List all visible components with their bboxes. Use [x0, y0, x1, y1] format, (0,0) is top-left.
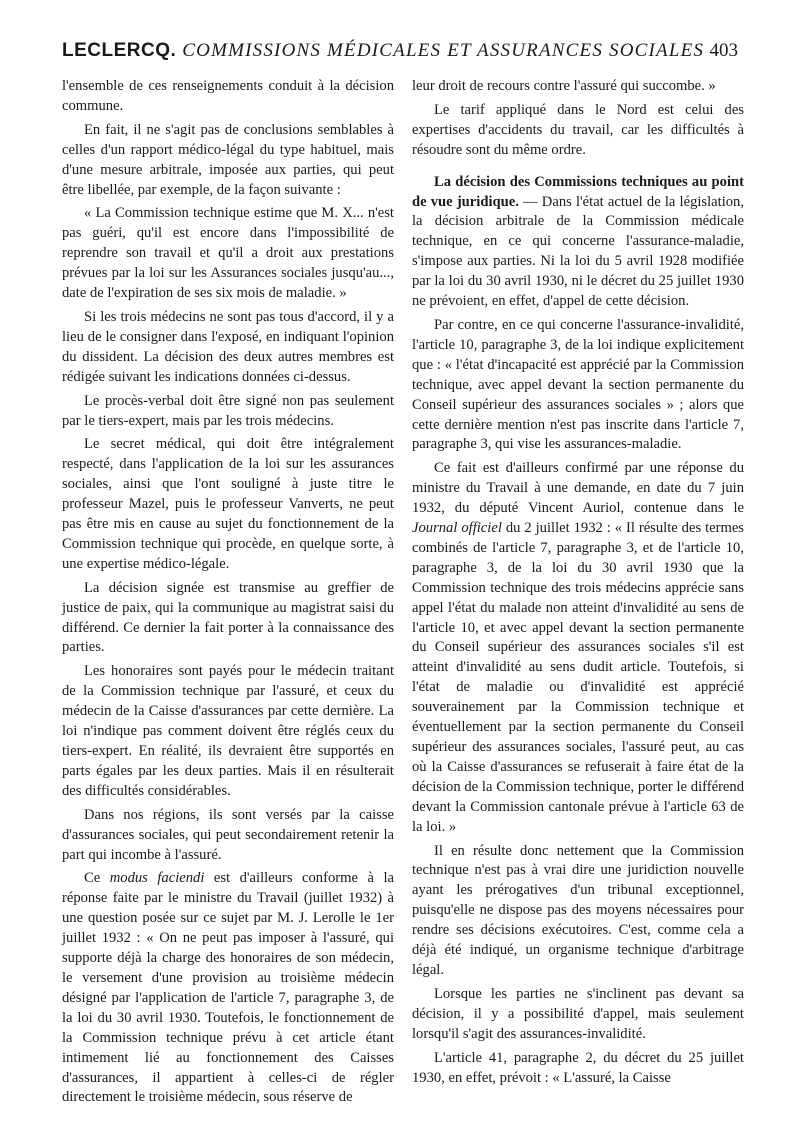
paragraph: Les honoraires sont payés pour le médecin traitant de la Commission technique par l'assuré, et ceux du médecin de la Caisse d'assurances par cette dernière. La loi n'indique pas comment doivent être réglés ceux du tiers-expert. En réalité, ils devraient être supportés en parts égales par les deux parties. Mais il en résulterait des difficultés considérables.	[62, 663, 394, 799]
paragraph: Le secret médical, qui doit être intégralement respecté, dans l'application de la loi sur les assurances sociales, ainsi que l'ont souligné à juste titre le professeur Mazel, puis le professeur Vanverts, ne peut pas être mis en cause au sujet du fonctionnement de la Commission technique qui procède, en quelque sorte, à une expertise médico-légale.	[62, 436, 394, 572]
paragraph: Si les trois médecins ne sont pas tous d'accord, il y a lieu de le consigner dans l'exposé, en indiquant l'opinion du dissident. La décision des deux autres membres est rédigée suivant les indications données ci-dessus.	[62, 308, 394, 385]
text-run: — Dans l'état actuel de la législation, la décision arbitrale de la Commission médicale technique, en ce qui concerne l'assurance-maladie, s'impose aux parties. Ni la loi du 5 avril 1928 modifiée par la loi du 30 avril 1930, ni le décret du 25 juillet 1930 ne prévoient, en effet, d'appel de cette décision.	[412, 193, 744, 310]
left-column	[62, 77, 394, 1112]
header-author: LECLERCQ.	[62, 40, 177, 61]
paragraph: Lorsque les parties ne s'inclinent pas devant sa décision, il y a possibilité d'appel, mais seulement lorsqu'il s'agit des assurances-invalidité.	[412, 985, 744, 1042]
quoted-paragraph: « La Commission technique estime que M. X... n'est pas guéri, qu'il est encore dans l'impossibilité de reprendre son travail et qu'il a droit aux prestations prévues par la loi sur les Assurances sociales jusqu'au..., date de l'expiration de ses six mois de maladie. »	[62, 205, 394, 302]
page-number: 403	[709, 40, 738, 61]
paragraph: Le procès-verbal doit être signé non pas seulement par le tiers-expert, mais par les trois médecins.	[62, 392, 394, 429]
italic-term: modus faciendi	[109, 870, 205, 887]
section-paragraph	[412, 173, 744, 312]
paragraph: leur droit de recours contre l'assuré qui succombe. »	[412, 78, 716, 94]
paragraph: En fait, il ne s'agit pas de conclusions semblables à celles d'un rapport médico-légal du type habituel, mais d'une mesure arbitrale, imposée aux parties, qui peut être libellée, par exemple, de la façon suivante :	[62, 121, 394, 198]
paragraph: Dans nos régions, ils sont versés par la caisse d'assurances sociales, qui peut secondairement retenir la part qui incombe à l'assuré.	[62, 806, 394, 863]
text-run: est d'ailleurs conforme à la réponse faite par le ministre du Travail (juillet 1932) à une question posée sur ce sujet par M. J. Lerolle le 1er juillet 1932 : « On ne peut pas imposer à l'assuré, qui supporte déjà la charge des honoraires de son médecin, le versement d'une provision au troisième médecin désigné par l'application de l'article 7, paragraphe 3, de la loi du 30 avril 1930. Toutefois, le fonctionnement de la Commission technique prévu à cet article étant intimement lié au fonctionnement des Caisses d'assurances, il appartient à celles-ci de régler directement le troisième médecin, sous réserve de	[62, 870, 394, 1106]
header-title: COMMISSIONS MÉDICALES ET ASSURANCES SOCIALES	[182, 40, 705, 61]
text-run: Ce fait est d'ailleurs confirmé par une réponse du ministre du Travail à une demande, en date du 7 juin 1932, du député Vincent Auriol, contenue dans le	[412, 460, 744, 517]
paragraph: Il en résulte donc nettement que la Commission technique n'est pas à vrai dire une juridiction nouvelle ayant les prérogatives d'un tribunal exceptionnel, puisqu'elle ne dispose pas des moyens nécessaires pour rendre ses décisions exécutoires. C'est, comme cela a déjà été indiqué, un organisme technique d'arbitrage légal.	[412, 842, 744, 978]
paragraph	[62, 869, 394, 1108]
paragraph: Par contre, en ce qui concerne l'assurance-invalidité, l'article 10, paragraphe 3, de la loi indique explicitement que : « l'état d'incapacité est apprécié par la Commission technique, avec appel devant la section permanente du Conseil supérieur des assurances sociales » ; alors que cette dernière mention n'est pas inscrite dans l'article 7, paragraphe 3, qui vise les assurances-maladie.	[412, 316, 744, 453]
text-run: Ce	[84, 870, 110, 887]
section-heading: La décision des Commissions techniques au point de vue juridique.	[412, 173, 744, 210]
paragraph: Le tarif appliqué dans le Nord est celui des expertises d'accidents du travail, car les difficultés à résoudre sont du même ordre.	[412, 101, 744, 158]
running-header	[62, 40, 738, 74]
paragraph: l'ensemble de ces renseignements conduit à la décision commune.	[62, 78, 394, 114]
paragraph: L'article 41, paragraphe 2, du décret du 25 juillet 1930, en effet, prévoit : « L'assuré, la Caisse	[412, 1049, 744, 1086]
paragraph	[412, 459, 744, 837]
italic-term: Journal officiel	[412, 520, 502, 537]
paragraph: La décision signée est transmise au greffier de justice de paix, qui la communique au magistrat saisi du différend. Ce dernier la fait porter à la connaissance des parties.	[62, 579, 394, 656]
text-run: du 2 juillet 1932 : « Il résulte des termes combinés de l'article 7, paragraphe 3, et de l'article 10, paragraphe 3, de la loi du 30 avril 1930 que la Commission technique des trois médecins apprécie sans appel l'état du malade non atteint d'invalidité au sens de l'article 10, et avec appel devant la section permanente du Conseil supérieur des assurances sociales s'il est atteint d'invalidité au sens dudit article. Toutefois, si l'état de maladie ou d'invalidité est apprécié souverainement par la Commission technique et éventuellement par la section permanente du Conseil supérieur des assurances sociales, l'assuré peut, au cas où la Caisse d'assurances se refuserait à faire état de la décision de la Commission technique, porter le différend devant la Commission cantonale prévue à l'article 63 de la loi. »	[412, 520, 744, 835]
right-column	[412, 77, 744, 1092]
